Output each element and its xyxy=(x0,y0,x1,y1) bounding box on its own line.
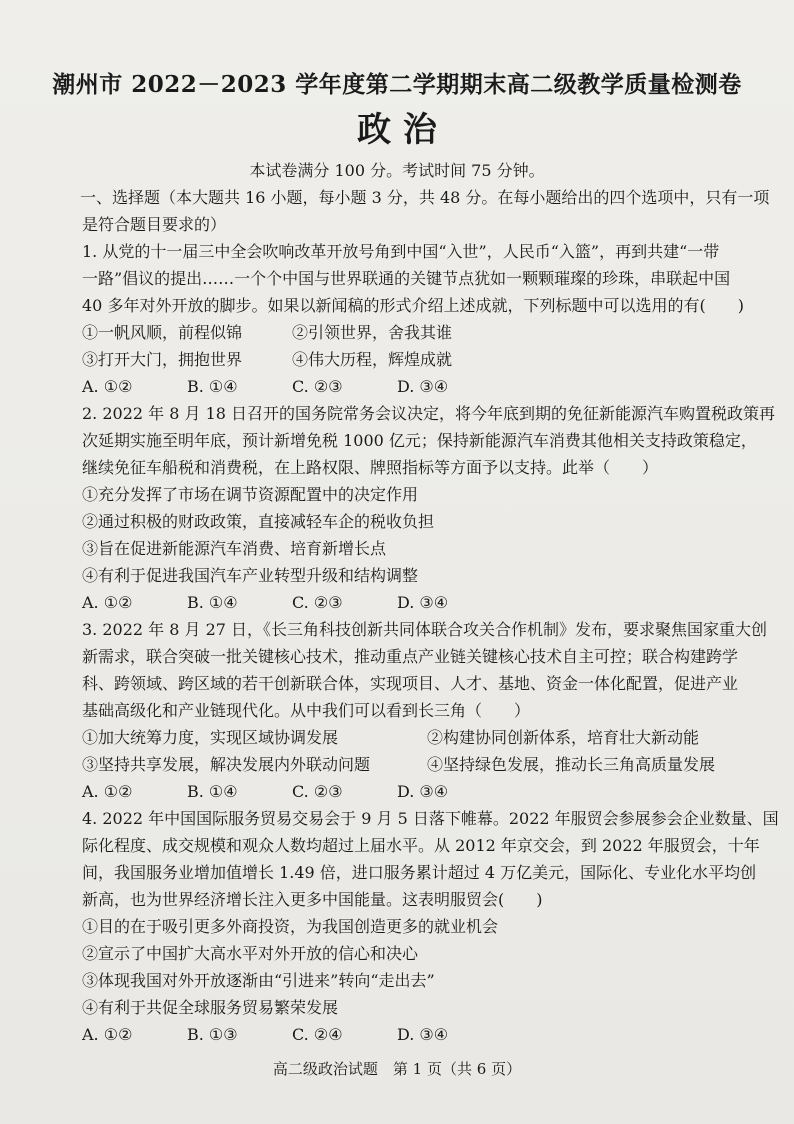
answer-choice-b: B. ①④ xyxy=(187,782,238,801)
answer-choice-a: A. ①② xyxy=(82,1025,133,1044)
question-3-option: ④坚持绿色发展，推动长三角高质量发展 xyxy=(427,755,716,774)
answer-choice-d: D. ③④ xyxy=(397,377,449,396)
question-4-option: ④有利于共促全球服务贸易繁荣发展 xyxy=(82,998,339,1017)
question-4-option: ①目的在于吸引更多外商投资，为我国创造更多的就业机会 xyxy=(82,917,499,936)
question-3-answers xyxy=(82,778,782,805)
answer-choice-c: C. ②④ xyxy=(292,1025,343,1044)
answer-choice-a: A. ①② xyxy=(82,782,133,801)
answer-choice-d: D. ③④ xyxy=(397,1025,449,1044)
question-2-option: ③旨在促进新能源汽车消费、培育新增长点 xyxy=(82,539,387,558)
question-3-option: ③坚持共享发展，解决发展内外联动问题 xyxy=(82,755,371,774)
question-3-stem-line: 科、跨领域、跨区域的若干创新联合体，实现项目、人才、基地、资金一体化配置，促进产业 xyxy=(82,674,739,693)
question-2-stem-line: 次延期实施至明年底，预计新增免税 1000 亿元；保持新能源汽车消费其他相关支持政策稳定， xyxy=(82,431,757,450)
question-2-stem-line: 继续免征车船税和消费税，在上路权限、牌照指标等方面予以支持。此举（ ） xyxy=(82,458,659,477)
question-1-options-row xyxy=(82,346,782,373)
answer-choice-b: B. ①④ xyxy=(187,377,238,396)
question-2 xyxy=(82,400,782,616)
page-footer: 高二级政治试题 第 1 页（共 6 页） xyxy=(272,1060,522,1078)
question-3-stem-line: 基础高级化和产业链现代化。从中我们可以看到长三角（ ） xyxy=(82,701,531,720)
question-2-option: ④有利于促进我国汽车产业转型升级和结构调整 xyxy=(82,566,419,585)
question-1-options-row xyxy=(82,319,782,346)
answer-choice-a: A. ①② xyxy=(82,593,133,612)
question-3-options-row xyxy=(82,751,782,778)
question-4 xyxy=(82,805,782,1048)
exam-title: 潮州市 2022－2023 学年度第二学期期末高二级教学质量检测卷 xyxy=(52,71,742,98)
section-heading-line-1: 一、选择题（本大题共 16 小题，每小题 3 分，共 48 分。在每小题给出的四个选项中，只有一项 xyxy=(80,188,770,207)
answer-choice-c: C. ②③ xyxy=(292,782,343,801)
answer-choice-b: B. ①③ xyxy=(187,1025,238,1044)
answer-choice-a: A. ①② xyxy=(82,377,133,396)
question-2-option: ②通过积极的财政政策，直接减轻车企的税收负担 xyxy=(82,512,435,531)
answer-choice-d: D. ③④ xyxy=(397,782,449,801)
question-4-answers xyxy=(82,1021,782,1048)
answer-choice-c: C. ②③ xyxy=(292,377,343,396)
question-2-stem-line: 2. 2022 年 8 月 18 日召开的国务院常务会议决定，将今年底到期的免征新能源汽车购置税政策再 xyxy=(82,404,776,423)
question-4-stem-line: 际化程度、成交规模和观众人数均超过上届水平。从 2012 年京交会，到 2022 年服贸会，十年 xyxy=(82,836,760,855)
question-4-option: ③体现我国对外开放逐渐由“引进来”转向“走出去” xyxy=(82,971,435,990)
question-1-stem-line: 一路”倡议的提出……一个个中国与世界联通的关键节点犹如一颗颗璀璨的珍珠，串联起中国 xyxy=(82,269,731,288)
question-4-stem-line: 新高，也为世界经济增长注入更多中国能量。这表明服贸会( ) xyxy=(82,890,543,909)
question-3-stem-line: 3. 2022 年 8 月 27 日，《长三角科技创新共同体联合攻关合作机制》发布，要求聚焦国家重大创 xyxy=(82,620,768,639)
question-2-answers xyxy=(82,589,782,616)
exam-info: 本试卷满分 100 分。考试时间 75 分钟。 xyxy=(249,161,545,180)
answer-choice-b: B. ①④ xyxy=(187,593,238,612)
question-3-option: ①加大统筹力度，实现区域协调发展 xyxy=(82,728,339,747)
question-3-option: ②构建协同创新体系，培育壮大新动能 xyxy=(427,728,700,747)
question-3-stem-line: 新需求，联合突破一批关键核心技术，推动重点产业链关键核心技术自主可控；联合构建跨学 xyxy=(82,647,739,666)
question-3 xyxy=(82,616,782,805)
question-1-stem-line: 1. 从党的十一届三中全会吹响改革开放号角到中国“入世”，人民币“入篮”，再到共建“一带 xyxy=(82,242,720,261)
question-1-answers xyxy=(82,373,782,400)
question-1-option: ①一帆风顺，前程似锦 xyxy=(82,323,243,342)
question-4-stem-line: 4. 2022 年中国国际服务贸易交易会于 9 月 5 日落下帷幕。2022 年服贸会参展参会企业数量、国 xyxy=(82,809,779,828)
subject-title: 政 治 xyxy=(357,110,437,150)
answer-choice-d: D. ③④ xyxy=(397,593,449,612)
question-2-option: ①充分发挥了市场在调节资源配置中的决定作用 xyxy=(82,485,419,504)
answer-choice-c: C. ②③ xyxy=(292,593,343,612)
question-content xyxy=(82,184,782,1048)
section-heading-line-2: 是符合题目要求的） xyxy=(82,215,227,234)
question-1-option: ④伟大历程，辉煌成就 xyxy=(292,350,453,369)
question-1 xyxy=(82,238,782,400)
question-1-option: ③打开大门，拥抱世界 xyxy=(82,350,243,369)
question-1-stem-line: 40 多年对外开放的脚步。如果以新闻稿的形式介绍上述成就，下列标题中可以选用的有( ) xyxy=(82,296,744,315)
question-4-option: ②宣示了中国扩大高水平对外开放的信心和决心 xyxy=(82,944,419,963)
question-4-stem-line: 间，我国服务业增加值增长 1.49 倍，进口服务累计超过 4 万亿美元，国际化、专业化水平均创 xyxy=(82,863,757,882)
question-1-option: ②引领世界，舍我其谁 xyxy=(292,323,453,342)
question-3-options-row xyxy=(82,724,782,751)
